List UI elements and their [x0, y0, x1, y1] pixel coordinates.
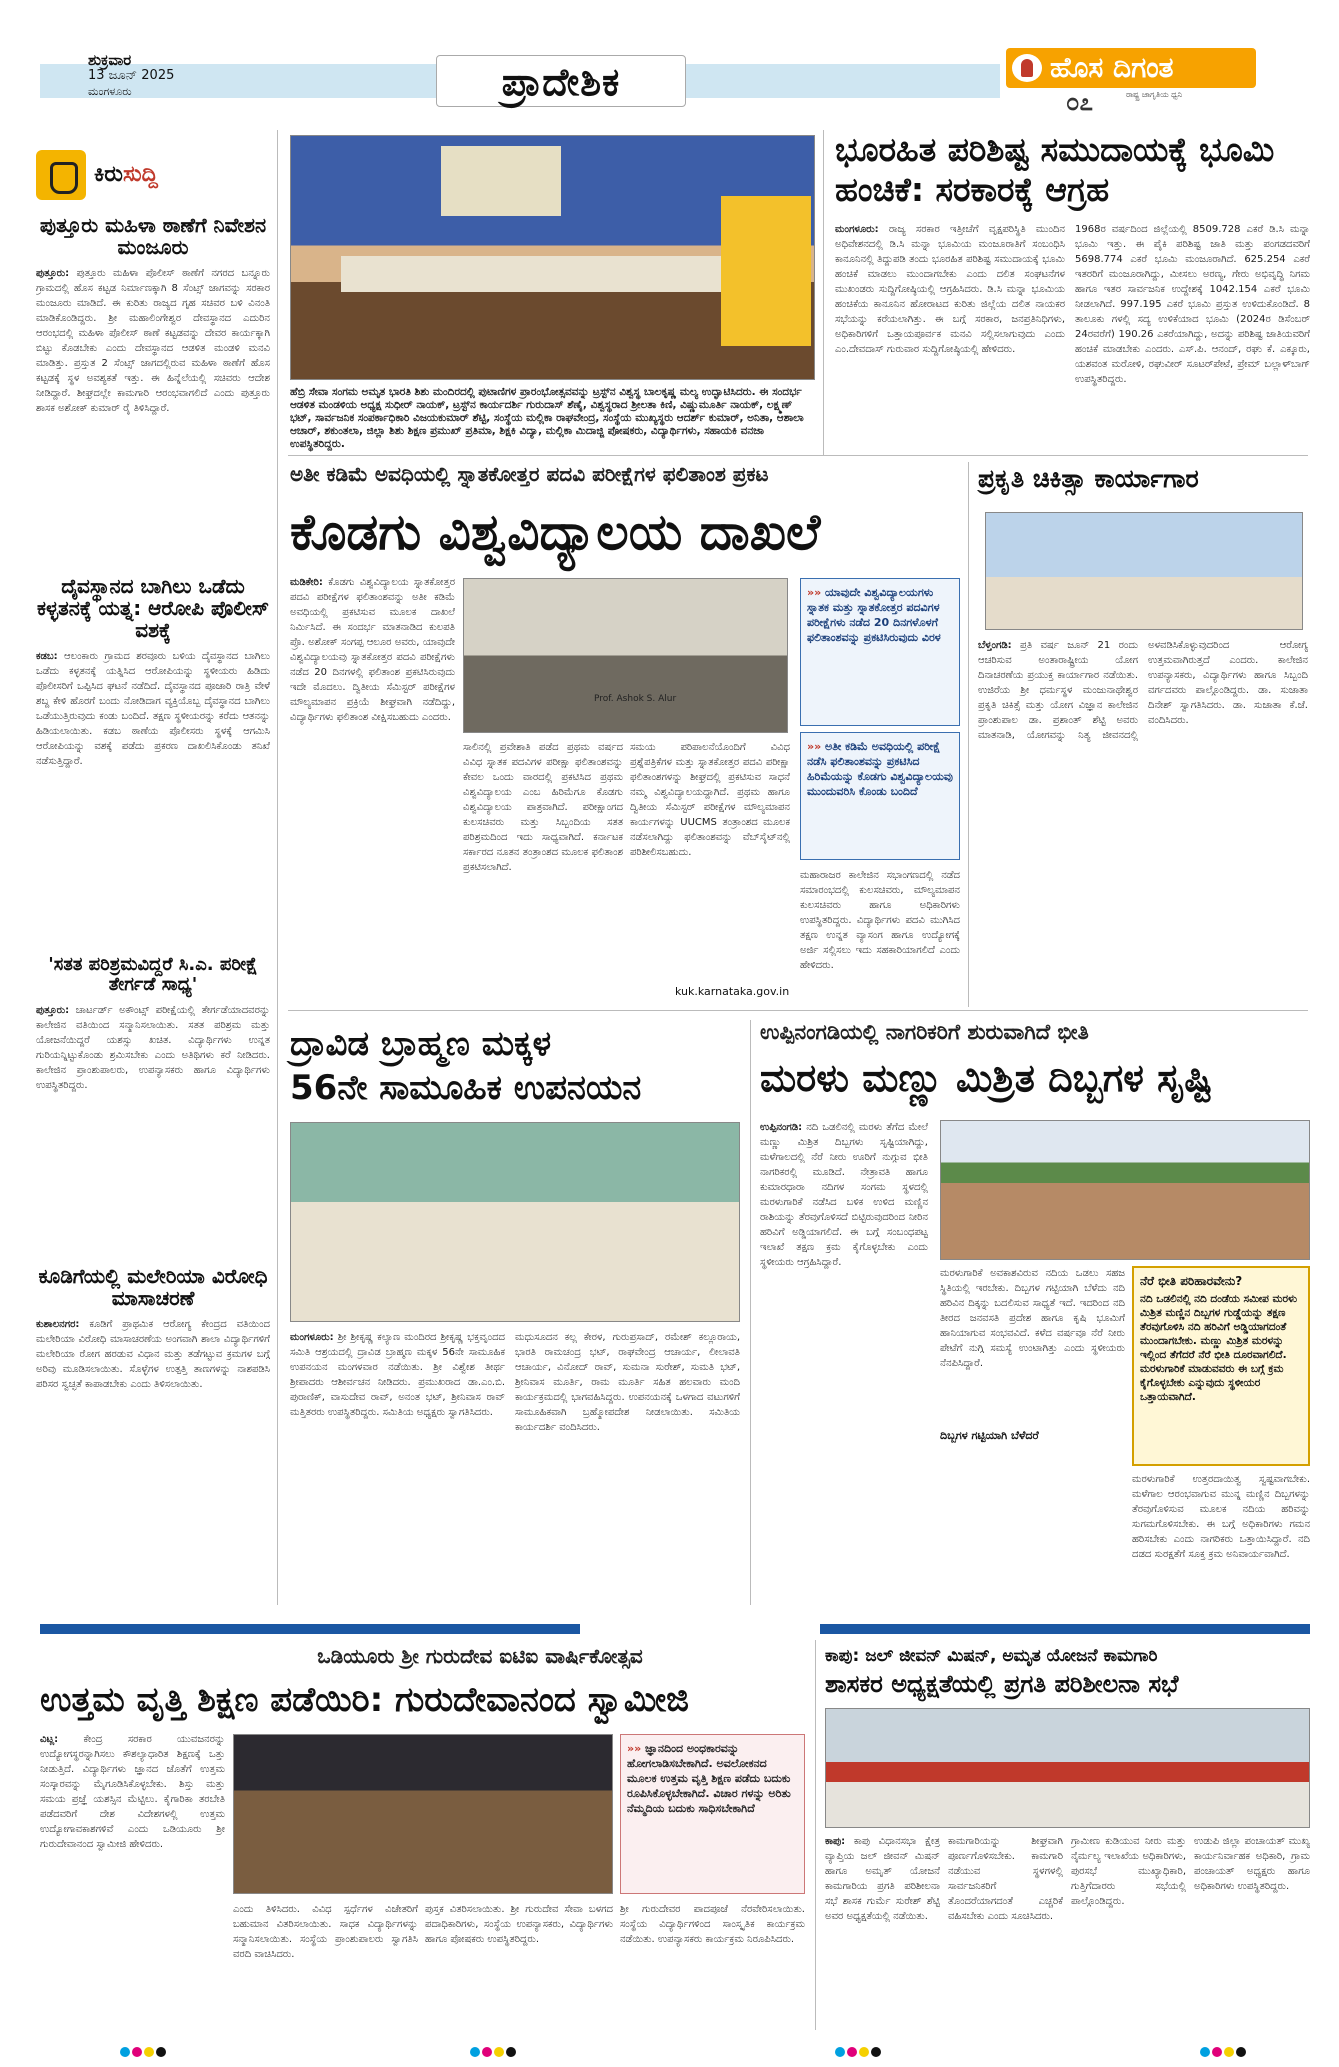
photo-nameplate: Prof. Ashok S. Alur — [594, 694, 677, 704]
nature-headline: ಪ್ರಕೃತಿ ಚಿಕಿತ್ಸಾ ಕಾರ್ಯಾಗಾರ — [978, 464, 1199, 493]
brief-3 — [36, 955, 270, 1285]
brand-mark-icon — [1012, 54, 1042, 82]
iti-headline: ಉತ್ತಮ ವೃತ್ತಿ ಶಿಕ್ಷಣ ಪಡೆಯಿರಿ: ಗುರುದೇವಾನಂದ ಸ್ವಾಮೀಜಿ — [40, 1680, 690, 1720]
brief-title: ದೈವಸ್ಥಾನದ ಬಾಗಿಲು ಒಡೆದು ಕಳ್ಳತನಕ್ಕೆ ಯತ್ನ: ಆರೋಪಿ ಪೊಲೀಸ್ ವಶಕ್ಕೆ — [36, 574, 269, 642]
kaup-col-3: ಗ್ರಾಮೀಣ ಕುಡಿಯುವ ನೀರು ಮತ್ತು ನೈರ್ಮಲ್ಯ ಇಲಾಖೆಯ ಅಧಿಕಾರಿಗಳು, ಪುರಸಭೆ ಮುಖ್ಯಾಧಿಕಾರಿ, ಗುತ್ತಿಗೆದಾರರು ಸಭೆಯಲ್ಲಿ ಪಾಲ್ಗೊಂಡಿದ್ದರು. — [1071, 1836, 1186, 1907]
iti-col-3: ಪುಸ್ತಕ ವಿತರಿಸಲಾಯಿತು. ಶ್ರೀ ಗುರುದೇವ ಸೇವಾ ಬಳಗದ ಪದಾಧಿಕಾರಿಗಳು, ಸಂಸ್ಥೆಯ ಉಪನ್ಯಾಸಕರು, ವಿದ್ಯಾರ್ಥಿಗಳು ಹಾಗೂ ಪೋಷಕರು ಉಪಸ್ಥಿತರಿದ್ದರು. — [425, 1904, 613, 1945]
kodagu-col-2: ಸಾಲಿನಲ್ಲಿ ಪ್ರವೇಶಾತಿ ಪಡೆದ ಪ್ರಥಮ ವರ್ಷದ ವಿವಿಧ ಸ್ನಾತಕ ಪದವಿಗಳ ಪರೀಕ್ಷಾ ಫಲಿತಾಂಶವನ್ನು ಕೇವಲ ಒಂದು ವಾರದಲ್ಲಿ ಪ್ರಕಟಿಸಿದ ಪ್ರಥಮ ವಿಶ್ವವಿದ್ಯಾಲಯ ಎಂಬ ಹಿರಿಮೆಗೂ ಕೊಡಗು ವಿಶ್ವವಿದ್ಯಾಲಯ ಪಾತ್ರವಾಗಿದೆ. ಪರೀಕ್ಷಾಂಗದ ಕುಲಸಚಿವರು ಮತ್ತು ಸಿಬ್ಬಂದಿಯ ಸತತ ಪರಿಶ್ರಮದಿಂದ ಇದು ಸಾಧ್ಯವಾಗಿದೆ. ಕರ್ನಾಟಕ ಸರ್ಕಾರದ ನೂತನ ತಂತ್ರಾಂಶದ ಮೂಲಕ ಫಲಿತಾಂಶ ಪ್ರಕಟಿಸಲಾಗಿದೆ. — [463, 742, 623, 873]
kaup-headline — [825, 1644, 1310, 1700]
column-divider — [750, 1020, 751, 1605]
kaup-photo — [825, 1708, 1310, 1828]
brief-body: ಕುಶಾಲನಗರ: ಕೂಡಿಗೆ ಪ್ರಾಥಮಿಕ ಆರೋಗ್ಯ ಕೇಂದ್ರದ ವತಿಯಿಂದ ಮಲೇರಿಯಾ ವಿರೋಧಿ ಮಾಸಾಚರಣೆಯ ಅಂಗವಾಗಿ ಶಾಲಾ ವಿದ್ಯಾರ್ಥಿಗಳಿಗೆ ಮಲೇರಿಯಾ ರೋಗ ಹರಡುವ ವಿಧಾನ ಮತ್ತು ತಡೆಗಟ್ಟುವ ಕ್ರಮಗಳ ಬಗ್ಗೆ ಅರಿವು ಮೂಡಿಸಲಾಯಿತು. ಸೊಳ್ಳೆಗಳ ಉತ್ಪತ್ತಿ ತಾಣಗಳನ್ನು ನಾಶಪಡಿಸಿ ಪರಿಸರ ಸ್ವಚ್ಛತೆ ಕಾಪಾಡಬೇಕು ಎಂದು ತಿಳಿಸಲಾಯಿತು. — [36, 1319, 270, 1390]
banner-graphic — [721, 196, 811, 346]
column-divider — [968, 462, 969, 1007]
uppinangadi-col-3: ಮರಳುಗಾರಿಕೆ ಉತ್ತರದಾಯಿತ್ವ ಸ್ವಷ್ಟವಾಗಬೇಕು. ಮಳೆಗಾಲ ಆರಂಭವಾಗುವ ಮುನ್ನ ಮಣ್ಣಿನ ದಿಬ್ಬಗಳನ್ನು ತೆರವುಗೊಳಿಸುವ ಮೂಲಕ ನದಿಯ ಹರಿವನ್ನು ಸುಗಮಗೊಳಿಸಬೇಕು. ಈ ಬಗ್ಗೆ ಅಧಿಕಾರಿಗಳು ಗಮನ ಹರಿಸಬೇಕು ಎಂದು ನಾಗರಿಕರು ಒತ್ತಾಯಿಸಿದ್ದಾರೆ. ನದಿ ದಡದ ಸುರಕ್ಷತೆಗೆ ಸೂಕ್ತ ಕ್ರಮ ಅನಿವಾರ್ಯವಾಗಿದೆ. — [1132, 1474, 1310, 1560]
iti-kicker: ಒಡಿಯೂರು ಶ್ರೀ ಗುರುದೇವ ಐಟಿಐ ವಾರ್ಷಿಕೋತ್ಸವ — [317, 1644, 643, 1668]
land-col-2: 1968ರ ವರ್ಷದಿಂದ ಜಿಲ್ಲೆಯಲ್ಲಿ 8509.728 ಎಕರೆ ಡಿ.ಸಿ ಮನ್ನಾ ಭೂಮಿ ಇತ್ತು. ಈ ಪೈಕಿ ಪರಿಶಿಷ್ಟ ಜಾತಿ ಮತ್ತು ಪಂಗಡದವರಿಗೆ 5698.774 ಎಕರೆ ಭೂಮಿ ಮಂಜೂರಾಗಿದೆ. 625.254 ಎಕರೆ ಇತರರಿಗೆ ಮಂಜೂರಾಗಿದ್ದು, ಮೀಸಲು ಅರಣ್ಯ, ಗೇರು ಅಭಿವೃದ್ಧಿ ನಿಗಮ ಹಾಗೂ ಇತರ ಸಾರ್ವಜನಿಕ ಉದ್ದೇಶಕ್ಕೆ 1042.154 ಎಕರೆ ಭೂಮಿ ನೀಡಲಾಗಿದೆ. 997.195 ಎಕರೆ ಭೂಮಿ ಪ್ರಸ್ತುತ ಉಳಿದುಕೊಂಡಿದೆ. 8 ತಾಲೂಕು ಗಳಲ್ಲಿ ಸದ್ಯ ಉಳಿಕೆಯಾದ ಭೂಮಿ (2024ರ ಡಿಸೆಂಬರ್ 24ರವರೆಗೆ) 190.26 ಎಕರೆಯಾಗಿದ್ದು, ಅದನ್ನು ಪರಿಶಿಷ್ಟ ಜಾತಿಯವರಿಗೆ ಹಂಚಿಕೆ ಮಾಡಬೇಕು ಎಂದರು. ಎಸ್.ಪಿ. ಆನಂದ್, ರಘು ಕೆ. ಎಕ್ಕೂರು, ಯಶವಂತ ಮರೋಳಿ, ರಘುವೀರ್ ಸೂಟರ್‌ಪೇಟೆ, ಪ್ರೇಮ್ ಬಲ್ಲಾಳ್‌ಬಾಗ್ ಉಪಸ್ಥಿತರಿದ್ದರು. — [1075, 224, 1310, 385]
suddi-label: ಸುದ್ದಿ — [122, 162, 158, 187]
iti-col-4: ಶ್ರೀ ಗುರುದೇವರ ಪಾದಪೂಜೆ ನೆರವೇರಿಸಲಾಯಿತು. ಸಂಸ್ಥೆಯ ವಿದ್ಯಾರ್ಥಿಗಳಿಂದ ಸಾಂಸ್ಕೃತಿಕ ಕಾರ್ಯಕ್ರಮ ನಡೆಯಿತು. ಉಪನ್ಯಾಸಕರು ಕಾರ್ಯಕ್ರಮ ನಿರೂಪಿಸಿದರು. — [620, 1904, 805, 1945]
iti-quote: »» ಜ್ಞಾನದಿಂದ ಅಂಧಕಾರವನ್ನು ಹೋಗಲಾಡಿಸಬೇಕಾಗಿದೆ. ಅವಲೋಕನದ ಮೂಲಕ ಉತ್ತಮ ವೃತ್ತಿ ಶಿಕ್ಷಣ ಪಡೆದು ಬದುಕು ರೂಪಿಸಿಕೊಳ್ಳಬೇಕಾಗಿದೆ. ವಿಚಾರ ಗಳನ್ನು ಅರಿತು ನೆಮ್ಮದಿಯ ಬದುಕು ಸಾಧಿಸಬೇಕಾಗಿದೆ — [627, 1741, 798, 1816]
kodagu-col-1: ಮಡಿಕೇರಿ: ಕೊಡಗು ವಿಶ್ವವಿದ್ಯಾಲಯ ಸ್ನಾತಕೋತ್ತರ ಪದವಿ ಪರೀಕ್ಷೆಗಳ ಫಲಿತಾಂಶವನ್ನು ಅತೀ ಕಡಿಮೆ ಅವಧಿಯಲ್ಲಿ ಪ್ರಕಟಿಸುವ ಮೂಲಕ ದಾಖಲೆ ನಿರ್ಮಿಸಿದೆ. ಈ ಸಂದರ್ಭ ಮಾತನಾಡಿದ ಕುಲಪತಿ ಪ್ರೊ. ಅಶೋಕ್ ಸಂಗಪ್ಪ ಆಲೂರ ಅವರು, ಯಾವುದೇ ವಿಶ್ವವಿದ್ಯಾಲಯವು ಸ್ನಾತಕೋತ್ತರ ಪದವಿ ಪರೀಕ್ಷೆಗಳು ನಡೆದ 20 ದಿನಗಳಲ್ಲಿ ಫಲಿತಾಂಶ ಪ್ರಕಟಿಸಿರುವುದು ಇದೇ ಮೊದಲು. ದ್ವಿತೀಯ ಸೆಮಿಸ್ಟರ್ ಪರೀಕ್ಷೆಗಳ ಮೌಲ್ಯಮಾಪನ ಪ್ರಕ್ರಿಯೆ ಶೀಘ್ರವಾಗಿ ನಡೆದಿದ್ದು, ವಿದ್ಯಾರ್ಥಿಗಳು ಫಲಿತಾಂಶ ವೀಕ್ಷಿಸಬಹುದು ಎಂದರು. — [290, 577, 455, 723]
info-box-text: ನದಿ ಒಡಲಿನಲ್ಲಿ ನದಿ ದಂಡೆಯ ಸಮೀಪ ಮರಳು ಮಿಶ್ರಿತ ಮಣ್ಣಿನ ದಿಬ್ಬಗಳ ಗುಡ್ಡೆಯನ್ನು ತಕ್ಷಣ ತೆರವುಗೊಳಿಸಿ ನದಿ ಹರಿವಿಗೆ ಅಡ್ಡಿಯಾಗದಂತೆ ಮುಂದಾಗಬೇಕು. ಮಣ್ಣು ಮಿಶ್ರಿತ ಮರಳನ್ನು ಇಲ್ಲಿಂದ ತೆಗೆದರೆ ನೆರೆ ಭೀತಿ ದೂರವಾಗಲಿದೆ. ಮರಳುಗಾರಿಕೆ ಮಾಡುವವರು ಈ ಬಗ್ಗೆ ಕ್ರಮ ಕೈಗೊಳ್ಳಬೇಕು ಎನ್ನುವುದು ಸ್ಥಳೀಯರ ಒತ್ತಾಯವಾಗಿದೆ. — [1140, 1293, 1298, 1403]
land-col-1: ಮಂಗಳೂರು: ರಾಜ್ಯ ಸರಕಾರ ಇತ್ತೀಚೆಗೆ ವೃಕ್ಷಪರಿಸ್ಥಿತಿ ಮುಂದಿನ ಅಧಿವೇಶನದಲ್ಲಿ ಡಿ.ಸಿ ಮನ್ನಾ ಭೂಮಿಯ ಮಂಜೂರಾತಿಗೆ ಸಂಬಂಧಿಸಿ ಕಾನೂನಿನಲ್ಲಿ ತಿದ್ದುಪಡಿ ತಂದು ಭೂರಹಿತ ಪರಿಶಿಷ್ಟ ಸಮುದಾಯಕ್ಕೆ ಭೂಮಿ ಹಂಚಿಕೆ ಮಾಡಲು ಮುಂದಾಗಬೇಕು ಎಂದು ದಲಿತ ಸಂಘಟನೆಗಳ ಮುಖಂಡರು ಸುದ್ದಿಗೋಷ್ಠಿಯಲ್ಲಿ ಆಗ್ರಹಿಸಿದರು. ಡಿ.ಸಿ ಮನ್ನಾ ಭೂಮಿಯ ಹಂಚಿಕೆಯ ಕಾನೂನಿನ ಹೋರಾಟದ ಕುರಿತು ಜಿಲ್ಲೆಯ ದಲಿತ ನಾಯಕರ ಸಭೆಯನ್ನು ಕರೆಯಲಾಗಿತ್ತು. ಈ ಬಗ್ಗೆ ಸರಕಾರ, ಜನಪ್ರತಿನಿಧಿಗಳು, ಅಧಿಕಾರಿಗಳಿಗೆ ಒತ್ತಾಯಪೂರ್ವಕ ಮನವಿ ಸಲ್ಲಿಸಲಾಗುವುದು ಎಂದು ಎಂ.ದೇವದಾಸ್ ಗುರುವಾರ ಸುದ್ದಿಗೋಷ್ಠಿಯಲ್ಲಿ ಹೇಳಿದರು. — [835, 224, 1065, 355]
kodagu-highlight-box — [800, 578, 960, 726]
brief-body: ಪುತ್ತೂರು: ಪುತ್ತೂರು ಮಹಿಳಾ ಪೊಲೀಸ್ ಠಾಣೆಗೆ ನಗರದ ಬನ್ನೂರು ಗ್ರಾಮದಲ್ಲಿ ಹೊಸ ಕಟ್ಟಡ ನಿರ್ಮಾಣಕ್ಕಾಗಿ 8 ಸೆಂಟ್ಸ್ ಜಾಗವನ್ನು ಸರಕಾರ ಮಂಜೂರು ಮಾಡಿದೆ. ಈ ಕುರಿತು ರಾಜ್ಯದ ಗೃಹ ಸಚಿವರ ಬಳಿ ವಿನಂತಿ ಮಾಡಿಕೊಂಡಿದ್ದರು. ಶ್ರೀ ಮಹಾಲಿಂಗೇಶ್ವರ ದೇವಸ್ಥಾನದ ಎದುರಿನ ಆರಂಭದಲ್ಲಿ ಮಹಿಳಾ ಪೊಲೀಸ್ ಠಾಣೆ ಕಟ್ಟಡವನ್ನು ದೇವರ ಕಾರ್ಯಕ್ಕಾಗಿ ಬಿಟ್ಟು ಕೊಡಬೇಕು ಎಂದು ದೇವಸ್ಥಾನದ ಆಡಳಿತ ಮಂಡಳಿ ಮನವಿ ಮಾಡಿತ್ತು. ಪ್ರಸ್ತುತ 2 ಸೆಂಟ್ಸ್ ಜಾಗದಲ್ಲಿರುವ ಮಹಿಳಾ ಠಾಣೆಗೆ ಹೊಸ ಕಟ್ಟಡಕ್ಕೆ ಸ್ಥಳ ಅವಶ್ಯಕತೆ ಇತ್ತು. ಈ ಹಿನ್ನೆಲೆಯಲ್ಲಿ ಸಚಿವರು ಆದೇಶ ನೀಡಿದ್ದಾರೆ. ಶೀಘ್ರದಲ್ಲೇ ಕಾಮಗಾರಿ ಆರಂಭವಾಗಲಿದೆ ಎಂದು ಪುತ್ತೂರು ಶಾಸಕ ಅಶೋಕ್ ಕುಮಾರ್ ರೈ ತಿಳಿಸಿದ್ದಾರೆ. — [36, 268, 270, 414]
kodagu-website: kuk.karnataka.gov.in — [675, 985, 790, 998]
section-bar — [40, 1624, 580, 1634]
brief-title: 'ಸತತ ಪರಿಶ್ರಮವಿದ್ದರೆ ಸಿ.ಎ. ಪರೀಕ್ಷೆ ತೇರ್ಗಡೆ ಸಾಧ್ಯ' — [48, 954, 258, 995]
uppinangadi-headline: ಮರಳು ಮಣ್ಣು ಮಿಶ್ರಿತ ದಿಬ್ಬಗಳ ಸೃಷ್ಟಿ — [760, 1056, 1213, 1100]
kodagu-kicker: ಅತೀ ಕಡಿಮೆ ಅವಧಿಯಲ್ಲಿ ಸ್ನಾತಕೋತ್ತರ ಪದವಿ ಪರೀಕ್ಷೆಗಳ ಫಲಿತಾಂಶ ಪ್ರಕಟ — [290, 462, 769, 486]
kodagu-highlight-1: »» ಯಾವುದೇ ವಿಶ್ವವಿದ್ಯಾಲಯಗಳು ಸ್ನಾತಕ ಮತ್ತು ಸ್ನಾತಕೋತ್ತರ ಪದವಿಗಳ ಪರೀಕ್ಷೆಗಳು ನಡೆದ 20 ದಿನಗಳೊಳಗೆ ಫಲಿತಾಂಶವನ್ನು ಪ್ರಕಟಿಸಿರುವುದು ವಿರಳ — [807, 585, 953, 645]
land-story — [835, 130, 1315, 210]
nature-photo — [985, 512, 1303, 630]
registration-marks — [1200, 2042, 1252, 2054]
kodagu-col-4: ಮಹಾರಾಜರ ಕಾಲೇಜಿನ ಸಭಾಂಗಣದಲ್ಲಿ ನಡೆದ ಸಮಾರಂಭದಲ್ಲಿ ಕುಲಸಚಿವರು, ಮೌಲ್ಯಮಾಪನ ಕುಲಸಚಿವರು ಹಾಗೂ ಅಧಿಕಾರಿಗಳು ಉಪಸ್ಥಿತರಿದ್ದರು. ವಿದ್ಯಾರ್ಥಿಗಳು ಪದವಿ ಮುಗಿಸಿದ ತಕ್ಷಣ ಉನ್ನತ ವ್ಯಾಸಂಗ ಹಾಗೂ ಉದ್ಯೋಗಕ್ಕೆ ಅರ್ಜಿ ಸಲ್ಲಿಸಲು ಇದು ಸಹಕಾರಿಯಾಗಲಿದೆ ಎಂದು ಹೇಳಿದರು. — [800, 870, 960, 971]
row-divider — [288, 1010, 1308, 1011]
land-headline: ಭೂರಹಿತ ಪರಿಶಿಷ್ಟ ಸಮುದಾಯಕ್ಕೆ ಭೂಮಿ ಹಂಚಿಕೆ: ಸರಕಾರಕ್ಕೆ ಆಗ್ರಹ — [835, 130, 1275, 209]
column-divider — [823, 130, 824, 455]
section-title: ಪ್ರಾದೇಶಿಕ — [436, 55, 686, 107]
upanayana-col-2: ಮಧುಸೂದನ ಕಲ್ಲ ಕೇರಳ, ಗುರುಪ್ರಸಾದ್, ರಮೇಶ್ ಕಲ್ಲೂರಾಯ, ಭಾರತಿ ರಾಮಚಂದ್ರ ಭಟ್, ರಾಘವೇಂದ್ರ ಆಚಾರ್ಯ, ಲೀಲಾವತಿ ಆಚಾರ್ಯ, ವಿನೋದ್ ರಾವ್, ಸುಮನಾ ಸುರೇಶ್, ಸುಮತಿ ಭಟ್, ಶ್ರೀನಿವಾಸ ಮೂರ್ತಿ, ರಾಮ ಮೂರ್ತಿ ಸಹಿತ ಹಲವಾರು ಮಂದಿ ಕಾರ್ಯಕ್ರಮದಲ್ಲಿ ಭಾಗವಹಿಸಿದ್ದರು. ಉಪನಯನಕ್ಕೆ ಒಳಗಾದ ವಟುಗಳಿಗೆ ಸಾಮೂಹಿಕವಾಗಿ ಬ್ರಹ್ಮೋಪದೇಶ ನೀಡಲಾಯಿತು. ಸಮಿತಿಯ ಕಾರ್ಯದರ್ಶಿ ವಂದಿಸಿದರು. — [515, 1332, 740, 1433]
kodagu-highlight-2: »» ಅತೀ ಕಡಿಮೆ ಅವಧಿಯಲ್ಲಿ ಪರೀಕ್ಷೆ ನಡೆಸಿ ಫಲಿತಾಂಶವನ್ನು ಪ್ರಕಟಿಸಿದ ಹಿರಿಮೆಯನ್ನು ಕೊಡಗು ವಿಶ್ವವಿದ್ಯಾಲಯವು ಮುಂದುವರಿಸಿ ಕೊಂಡು ಬಂದಿದೆ — [807, 739, 953, 799]
kaup-col-4: ಉಡುಪಿ ಜಿಲ್ಲಾ ಪಂಚಾಯತ್ ಮುಖ್ಯ ಕಾರ್ಯನಿರ್ವಾಹಕ ಅಧಿಕಾರಿ, ಗ್ರಾಮ ಪಂಚಾಯತ್ ಅಧ್ಯಕ್ಷರು ಹಾಗೂ ಅಧಿಕಾರಿಗಳು ಉಪಸ್ಥಿತರಿದ್ದರು. — [1194, 1836, 1310, 1892]
kodagu-highlight-box — [800, 732, 960, 860]
kodagu-col-3: ಸಮಯ ಪರಿಪಾಲನೆಯೊಂದಿಗೆ ವಿವಿಧ ಪ್ರಶ್ನೆಪತ್ರಿಕೆಗಳ ಮತ್ತು ಸ್ನಾತಕೋತ್ತರ ಪದವಿ ಪರೀಕ್ಷಾ ಫಲಿತಾಂಶಗಳನ್ನು ಶೀಘ್ರದಲ್ಲಿ ಪ್ರಕಟಿಸುವ ಸಾಧನೆ ನಮ್ಮ ವಿಶ್ವವಿದ್ಯಾಲಯದ್ದಾಗಿದೆ. ಪ್ರಥಮ ಹಾಗೂ ದ್ವಿತೀಯ ಸೆಮಿಸ್ಟರ್ ಪರೀಕ್ಷೆಗಳ ಮೌಲ್ಯಮಾಪನ ಕಾರ್ಯಗಳನ್ನು UUCMS ತಂತ್ರಾಂಶದ ಮೂಲಕ ನಡೆಸಲಾಗಿದ್ದು ಫಲಿತಾಂಶವನ್ನು ವೆಬ್‌ಸೈಟ್‌ನಲ್ಲಿ ಪರಿಶೀಲಿಸಬಹುದು. — [630, 742, 790, 858]
hand-icon — [36, 150, 86, 200]
column-divider — [277, 130, 278, 1605]
event-photo-caption: ಹೆಬ್ರಿ ಸೇವಾ ಸಂಗಮ ಅಮೃತ ಭಾರತಿ ಶಿಶು ಮಂದಿರದಲ್ಲಿ ಪುಟಾಣಿಗಳ ಪ್ರಾರಂಭೋತ್ಸವವನ್ನು ಟ್ರಸ್ಟ್‌ನ ವಿಶ್ವಸ್ಥ ಬಾಲಕೃಷ್ಣ ಮಲ್ಯ ಉದ್ಘಾಟಿಸಿದರು. ಈ ಸಂದರ್ಭ ಆಡಳಿತ ಮಂಡಳಿಯ ಅಧ್ಯಕ್ಷ ಸುಧೀರ್ ನಾಯಕ್, ಟ್ರಸ್ಟ್‌ನ ಕಾರ್ಯದರ್ಶಿ ಗುರುದಾಸ್ ಶೆಣೈ, ವಿಶ್ವಸ್ಥರಾದ ಶ್ರೀಲತಾ ಕಿಣಿ, ವಿಷ್ಣುಮೂರ್ತಿ ನಾಯಕ್, ಲಕ್ಷ್ಮಣ್ ಭಟ್, ಸಾರ್ವಜನಿಕ ಸಂಪರ್ಕಾಧಿಕಾರಿ ವಿಜಯಕುಮಾರ್ ಶೆಟ್ಟಿ, ಸಂಸ್ಥೆಯ ಮಲ್ಲಿಕಾ ರಾಘವೇಂದ್ರ, ಸಂಸ್ಥೆಯ ಮುಖ್ಯಸ್ಥರು ಆದರ್ಶ್ ಕುಮಾರ್, ಅನಿತಾ, ಆಶಾಲಾ ಆಚಾರ್, ಶಕುಂತಲಾ, ಜಿಲ್ಲಾ ಶಿಶು ಶಿಕ್ಷಣ ಪ್ರಮುಖ್ ಪ್ರತಿಮಾ, ಶಿಕ್ಷಕಿ ವಿದ್ಯಾ, ಮಲ್ಲಿಕಾ ಮಿದಾಜ್ಜಿ ಪೋಷಕರು, ವಿದ್ಯಾರ್ಥಿಗಳು, ಸಹಾಯಕಿ ವನಜಾ ಉಪಸ್ಥಿತರಿದ್ದರು. — [290, 386, 804, 450]
brief-title: ಕೂಡಿಗೆಯಲ್ಲಿ ಮಲೇರಿಯಾ ವಿರೋಧಿ ಮಾಸಾಚರಣೆ — [38, 1264, 268, 1310]
iti-photo — [233, 1734, 613, 1894]
uppinangadi-subhead: ದಿಬ್ಬಗಳ ಗಟ್ಟಿಯಾಗಿ ಬೆಳೆದರೆ — [940, 1430, 1125, 1442]
brief-2 — [36, 575, 270, 921]
kaup-headline-line1: ಕಾಪು: ಜಲ್ ಜೀವನ್ ಮಿಷನ್, ಅಮೃತ ಯೋಜನೆ ಕಾಮಗಾರಿ — [825, 1646, 1158, 1666]
kaup-col-2: ಕಾಮಗಾರಿಯನ್ನು ಶೀಘ್ರವಾಗಿ ಪೂರ್ಣಗೊಳಿಸಬೇಕು. ಕಾಮಗಾರಿ ನಡೆಯುವ ಸ್ಥಳಗಳಲ್ಲಿ ಸಾರ್ವಜನಿಕರಿಗೆ ತೊಂದರೆಯಾಗದಂತೆ ಎಚ್ಚರಿಕೆ ವಹಿಸಬೇಕು ಎಂದು ಸೂಚಿಸಿದರು. — [948, 1836, 1063, 1922]
brief-body: ಪುತ್ತೂರು: ಚಾರ್ಟರ್ಡ್ ಅಕೌಂಟ್ಸ್ ಪರೀಕ್ಷೆಯಲ್ಲಿ ತೇರ್ಗಡೆಯಾದವರನ್ನು ಕಾಲೇಜಿನ ವತಿಯಿಂದ ಸನ್ಮಾನಿಸಲಾಯಿತು. ಸತತ ಪರಿಶ್ರಮ ಮತ್ತು ಯೋಜನೆಯಿದ್ದರೆ ಯಶಸ್ಸು ಖಚಿತ. ವಿದ್ಯಾರ್ಥಿಗಳು ಉನ್ನತ ಗುರಿಯನ್ನಿಟ್ಟುಕೊಂಡು ಶ್ರಮಿಸಬೇಕು ಎಂದು ಅತಿಥಿಗಳು ಕರೆ ನೀಡಿದರು. ಕಾಲೇಜಿನ ಪ್ರಾಂಶುಪಾಲರು, ಉಪನ್ಯಾಸಕರು ಹಾಗೂ ವಿದ್ಯಾರ್ಥಿಗಳು ಉಪಸ್ಥಿತರಿದ್ದರು. — [36, 1004, 270, 1091]
kiru-label: ಕಿರು — [94, 162, 123, 187]
page-number: ೦೭ — [1066, 88, 1093, 116]
newspaper-logo — [1006, 48, 1256, 120]
brand-name — [1006, 48, 1256, 88]
stage-table — [341, 256, 731, 292]
kodagu-photo — [463, 578, 788, 733]
brief-body: ಕಡಬ: ಆಲಂಕಾರು ಗ್ರಾಮದ ಶರವೂರು ಬಳಿಯ ದೈವಸ್ಥಾನದ ಬಾಗಿಲು ಒಡೆದು ಕಳ್ಳತನಕ್ಕೆ ಯತ್ನಿಸಿದ ಆರೋಪಿಯನ್ನು ಸ್ಥಳೀಯರು ಹಿಡಿದು ಪೊಲೀಸರಿಗೆ ಒಪ್ಪಿಸಿದ ಘಟನೆ ನಡೆದಿದೆ. ದೈವಸ್ಥಾನದ ಪೂಜಾರಿ ರಾತ್ರಿ ವೇಳೆ ಶಬ್ದ ಕೇಳಿ ಹೊರಗೆ ಬಂದು ನೋಡಿದಾಗ ವ್ಯಕ್ತಿಯೊಬ್ಬ ದೈವಸ್ಥಾನದ ಬಾಗಿಲು ಒಡೆಯುತ್ತಿರುವುದು ಕಂಡು ಬಂದಿದೆ. ತಕ್ಷಣ ಸ್ಥಳೀಯರನ್ನು ಕರೆದು ಆತನನ್ನು ಹಿಡಿಯಲಾಯಿತು. ಕಡಬ ಠಾಣೆಯ ಪೊಲೀಸರು ಸ್ಥಳಕ್ಕೆ ಆಗಮಿಸಿ ಆರೋಪಿಯನ್ನು ವಶಕ್ಕೆ ಪಡೆದು ಪ್ರಕರಣ ದಾಖಲಿಸಿಕೊಂಡು ತನಿಖೆ ನಡೆಸುತ್ತಿದ್ದಾರೆ. — [36, 651, 270, 767]
row-divider — [288, 455, 1308, 456]
upanayana-headline — [290, 1022, 740, 1110]
nature-body: ಬೆಳ್ತಂಗಡಿ: ಪ್ರತಿ ವರ್ಷ ಜೂನ್ 21 ರಂದು ಆಚರಿಸುವ ಅಂತಾರಾಷ್ಟ್ರೀಯ ಯೋಗ ದಿನಾಚರಣೆಯ ಪ್ರಯುಕ್ತ ಕಾರ್ಯಾಗಾರ ನಡೆಯಿತು. ಉಜಿರೆಯ ಶ್ರೀ ಧರ್ಮಸ್ಥಳ ಮಂಜುನಾಥೇಶ್ವರ ಪ್ರಕೃತಿ ಚಿಕಿತ್ಸೆ ಮತ್ತು ಯೋಗ ವಿಜ್ಞಾನ ಕಾಲೇಜಿನ ಪ್ರಾಂಶುಪಾಲ ಡಾ. ಪ್ರಶಾಂತ್ ಶೆಟ್ಟಿ ಅವರು ಮಾತನಾಡಿ, ಯೋಗವನ್ನು ನಿತ್ಯ ಜೀವನದಲ್ಲಿ ಅಳವಡಿಸಿಕೊಳ್ಳುವುದರಿಂದ ಆರೋಗ್ಯ ಉತ್ತಮವಾಗಿರುತ್ತದೆ ಎಂದರು. ಕಾಲೇಜಿನ ಉಪನ್ಯಾಸಕರು, ವಿದ್ಯಾರ್ಥಿಗಳು ಹಾಗೂ ಸಿಬ್ಬಂದಿ ವರ್ಗದವರು ಪಾಲ್ಗೊಂಡಿದ್ದರು. ಡಾ. ಸುಜಾತಾ ದಿನೇಶ್ ಸ್ವಾಗತಿಸಿದರು. ಡಾ. ಸುಜಾತಾ ಕೆ.ಜೆ. ವಂದಿಸಿದರು. — [978, 640, 1308, 741]
masthead-day: ಶುಕ್ರವಾರ — [88, 51, 132, 69]
brief-4 — [36, 1265, 270, 1607]
iti-col-1: ವಿಟ್ಲ: ಕೇಂದ್ರ ಸರಕಾರ ಯುವಜನರನ್ನು ಉದ್ಯೋಗಸ್ಥರನ್ನಾಗಿಸಲು ಕೌಶಲ್ಯಾಧಾರಿತ ಶಿಕ್ಷಣಕ್ಕೆ ಒತ್ತು ನೀಡುತ್ತಿದೆ. ವಿದ್ಯಾರ್ಥಿಗಳು ಜ್ಞಾನದ ಜೊತೆಗೆ ಉತ್ತಮ ಸಂಸ್ಕಾರವನ್ನು ಮೈಗೂಡಿಸಿಕೊಳ್ಳಬೇಕು. ಶಿಸ್ತು ಮತ್ತು ಸಮಯ ಪ್ರಜ್ಞೆ ಯಶಸ್ಸಿನ ಮೆಟ್ಟಿಲು. ಕೈಗಾರಿಕಾ ತರಬೇತಿ ಪಡೆದವರಿಗೆ ದೇಶ ವಿದೇಶಗಳಲ್ಲಿ ಉತ್ತಮ ಉದ್ಯೋಗಾವಕಾಶಗಳಿವೆ ಎಂದು ಒಡಿಯೂರು ಶ್ರೀ ಗುರುದೇವಾನಂದ ಸ್ವಾಮೀಜಿ ಹೇಳಿದರು. — [40, 1734, 225, 1850]
column-divider — [815, 1640, 816, 2030]
kodagu-headline: ಕೊಡಗು ವಿಶ್ವವಿದ್ಯಾಲಯ ದಾಖಲೆ — [290, 503, 821, 561]
masthead-date: 13 ಜೂನ್ 2025 — [88, 68, 175, 83]
kaup-headline-line2: ಶಾಸಕರ ಅಧ್ಯಕ್ಷತೆಯಲ್ಲಿ ಪ್ರಗತಿ ಪರಿಶೀಲನಾ ಸಭೆ — [825, 1670, 1179, 1698]
registration-marks — [470, 2042, 522, 2054]
iti-col-2: ಎಂದು ತಿಳಿಸಿದರು. ವಿವಿಧ ಸ್ಪರ್ಧೆಗಳ ವಿಜೇತರಿಗೆ ಬಹುಮಾನ ವಿತರಿಸಲಾಯಿತು. ಸಾಧಕ ವಿದ್ಯಾರ್ಥಿಗಳನ್ನು ಸನ್ಮಾನಿಸಲಾಯಿತು. ಸಂಸ್ಥೆಯ ಪ್ರಾಂಶುಪಾಲರು ಸ್ವಾಗತಿಸಿ ವರದಿ ವಾಚಿಸಿದರು. — [233, 1904, 418, 1960]
uppinangadi-col-1: ಉಪ್ಪಿನಂಗಡಿ: ನದಿ ಒಡಲಿನಲ್ಲಿ ಮರಳು ತೆಗೆದ ಮೇಲೆ ಮಣ್ಣು ಮಿಶ್ರಿತ ದಿಬ್ಬಗಳು ಸೃಷ್ಟಿಯಾಗಿದ್ದು, ಮಳೆಗಾಲದಲ್ಲಿ ನೆರೆ ನೀರು ಊರಿಗೆ ನುಗ್ಗುವ ಭೀತಿ ನಾಗರಿಕರಲ್ಲಿ ಮೂಡಿದೆ. ನೇತ್ರಾವತಿ ಹಾಗೂ ಕುಮಾರಧಾರಾ ನದಿಗಳ ಸಂಗಮ ಸ್ಥಳದಲ್ಲಿ ಮರಳುಗಾರಿಕೆ ನಡೆಸಿದ ಬಳಿಕ ಉಳಿದ ಮಣ್ಣಿನ ರಾಶಿಯನ್ನು ತೆರವುಗೊಳಿಸದೆ ಬಿಟ್ಟಿರುವುದರಿಂದ ನೀರಿನ ಹರಿವಿಗೆ ಅಡ್ಡಿಯಾಗಲಿದೆ. ಈ ಬಗ್ಗೆ ಸಂಬಂಧಪಟ್ಟ ಇಲಾಖೆ ತಕ್ಷಣ ಕ್ರಮ ಕೈಗೊಳ್ಳಬೇಕು ಎಂದು ಸ್ಥಳೀಯರು ಆಗ್ರಹಿಸಿದ್ದಾರೆ. — [760, 1122, 928, 1268]
info-box-title: ನೆರೆ ಭೀತಿ ಪರಿಹಾರವೇನು? — [1140, 1274, 1243, 1288]
backdrop-banner — [441, 146, 561, 216]
kaup-col-1: ಕಾಪು: ಕಾಪು ವಿಧಾನಸಭಾ ಕ್ಷೇತ್ರ ವ್ಯಾಪ್ತಿಯ ಜಲ್ ಜೀವನ್ ಮಿಷನ್ ಹಾಗೂ ಅಮೃತ್ ಯೋಜನೆ ಕಾಮಗಾರಿಯ ಪ್ರಗತಿ ಪರಿಶೀಲನಾ ಸಭೆ ಶಾಸಕ ಗುರ್ಮೆ ಸುರೇಶ್ ಶೆಟ್ಟಿ ಅವರ ಅಧ್ಯಕ್ಷತೆಯಲ್ಲಿ ನಡೆಯಿತು. — [825, 1836, 940, 1922]
brand-tagline: ರಾಷ್ಟ್ರ ಜಾಗೃತಿಯ ಧ್ವನಿ — [1126, 90, 1183, 99]
brand-text: ಹೊಸ ದಿಗಂತ — [1050, 51, 1174, 84]
upanayana-headline-line2: 56ನೇ ಸಾಮೂಹಿಕ ಉಪನಯನ — [290, 1068, 642, 1108]
uppinangadi-photo — [940, 1120, 1310, 1260]
brief-title: ಪುತ್ತೂರು ಮಹಿಳಾ ಠಾಣೆಗೆ ನಿವೇಶನ ಮಂಜೂರು — [39, 213, 267, 259]
event-photo — [290, 135, 815, 380]
masthead-city: ಮಂಗಳೂರು — [88, 85, 132, 98]
brief-1 — [36, 214, 270, 598]
iti-quote-box — [620, 1734, 805, 1894]
registration-marks — [120, 2042, 172, 2054]
uppinangadi-col-2: ಮರಳುಗಾರಿಕೆ ಅವಕಾಶವಿರುವ ನದಿಯ ಒಡಲು ಸಹಜ ಸ್ಥಿತಿಯಲ್ಲಿ ಇರಬೇಕು. ದಿಬ್ಬಗಳ ಗಟ್ಟಿಯಾಗಿ ಬೆಳೆದು ನದಿ ಹರಿವಿನ ದಿಕ್ಕನ್ನು ಬದಲಿಸುವ ಸಾಧ್ಯತೆ ಇದೆ. ಇದರಿಂದ ನದಿ ತೀರದ ಜನವಸತಿ ಪ್ರದೇಶ ಹಾಗೂ ಕೃಷಿ ಭೂಮಿಗೆ ಹಾನಿಯಾಗುವ ಸಂಭವವಿದೆ. ಕಳೆದ ವರ್ಷವೂ ನೆರೆ ನೀರು ಪೇಟೆಗೆ ನುಗ್ಗಿ ಸಮಸ್ಯೆ ಉಂಟಾಗಿತ್ತು ಎಂದು ಸ್ಥಳೀಯರು ನೆನಪಿಸಿದ್ದಾರೆ. — [940, 1268, 1125, 1369]
upanayana-col-1: ಮಂಗಳೂರು: ಶ್ರೀ ಶ್ರೀಕೃಷ್ಣ ಕಲ್ಯಾಣ ಮಂದಿರದ ಶ್ರೀಕೃಷ್ಣ ಭಕ್ತವೃಂದದ ಸಮಿತಿ ಆಶ್ರಯದಲ್ಲಿ ದ್ರಾವಿಡ ಬ್ರಾಹ್ಮಣ ಮಕ್ಕಳ 56ನೇ ಸಾಮೂಹಿಕ ಉಪನಯನ ಮಂಗಳವಾರ ನಡೆಯಿತು. ಶ್ರೀ ವಿಶ್ವೇಶ ತೀರ್ಥ ಶ್ರೀಪಾದರು ಆಶೀರ್ವಚನ ನೀಡಿದರು. ಪ್ರಮುಖರಾದ ಡಾ.ಎಂ.ಬಿ. ಪುರಾಣಿಕ್, ವಾಸುದೇವ ರಾವ್, ಅನಂತ ಭಟ್, ಶ್ರೀನಿವಾಸ ರಾವ್ ಮತ್ತಿತರರು ಉಪಸ್ಥಿತರಿದ್ದರು. ಸಮಿತಿಯ ಅಧ್ಯಕ್ಷರು ಸ್ವಾಗತಿಸಿದರು. — [290, 1332, 505, 1418]
uppinangadi-info-box — [1132, 1266, 1310, 1466]
kiru-suddi-header — [36, 150, 206, 202]
masthead-date-block — [88, 52, 218, 100]
uppinangadi-kicker: ಉಪ್ಪಿನಂಗಡಿಯಲ್ಲಿ ನಾಗರಿಕರಿಗೆ ಶುರುವಾಗಿದೆ ಭೀತಿ — [760, 1020, 1089, 1044]
section-bar — [820, 1624, 1310, 1634]
registration-marks — [835, 2042, 887, 2054]
upanayana-headline-line1: ದ್ರಾವಿಡ ಬ್ರಾಹ್ಮಣ ಮಕ್ಕಳ — [290, 1024, 552, 1064]
upanayana-photo — [290, 1122, 740, 1322]
